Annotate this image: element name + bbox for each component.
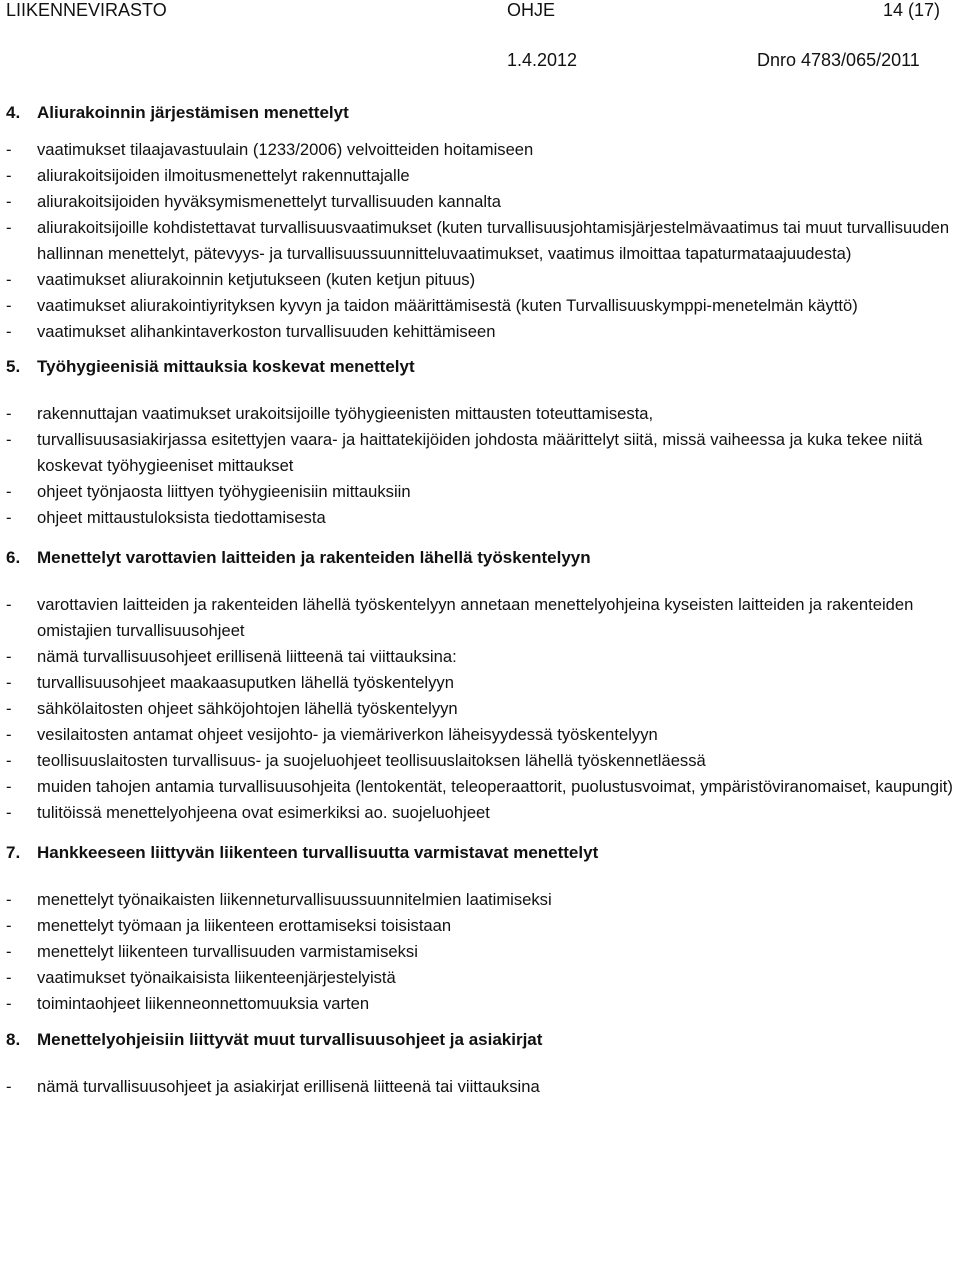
section-heading bbox=[6, 546, 954, 570]
list-item bbox=[6, 319, 954, 345]
dash-bullet: - bbox=[6, 595, 12, 614]
list-item-text: vesilaitosten antamat ohjeet vesijohto- ja viemäriverkon läheisyydessä työskentelyyn bbox=[37, 725, 658, 744]
list-item-text: vaatimukset työnaikaisista liikenteenjärjestelyistä bbox=[37, 968, 396, 987]
header-organization: LIIKENNEVIRASTO bbox=[6, 0, 167, 20]
dash-bullet: - bbox=[6, 322, 12, 341]
section-heading bbox=[6, 101, 954, 125]
list-item-text: menettelyt työmaan ja liikenteen erottamiseksi toisistaan bbox=[37, 916, 452, 935]
section-number: 4. bbox=[6, 103, 21, 122]
dash-bullet: - bbox=[6, 270, 12, 289]
section-number: 5. bbox=[6, 357, 21, 376]
list-item-text: vaatimukset aliurakointiyrityksen kyvyn ja taidon määrittämisestä (kuten Turvallisuuskymppi-menetelmän käyttö) bbox=[37, 296, 858, 315]
list-item-text: aliurakoitsijoiden hyväksymismenettelyt turvallisuuden kannalta bbox=[37, 192, 501, 211]
dash-bullet: - bbox=[6, 296, 12, 315]
list-item-text: aliurakoitsijoille kohdistettavat turvallisuusvaatimukset (kuten turvallisuusjohtamisjärjestelmävaatimus tai muut turvallisuuden hallinnan menettelyt, pätevyys- ja turvallisuussuunnitteluvaatimukset, vaatimus ilmoittaa tapaturmataajuudesta) bbox=[37, 218, 950, 263]
list-item bbox=[6, 748, 954, 774]
list-item-text: menettelyt työnaikaisten liikenneturvallisuussuunnitelmien laatimiseksi bbox=[37, 890, 552, 909]
list-item bbox=[6, 163, 954, 189]
list-item-text: aliurakoitsijoiden ilmoitusmenettelyt rakennuttajalle bbox=[37, 166, 410, 185]
section bbox=[6, 546, 954, 826]
list-item bbox=[6, 670, 954, 696]
list-item bbox=[6, 137, 954, 163]
section-list bbox=[6, 137, 954, 345]
section bbox=[6, 841, 954, 1017]
dash-bullet: - bbox=[6, 647, 12, 666]
section-heading bbox=[6, 1028, 954, 1052]
list-item-text: ohjeet työnjaosta liittyen työhygieenisiin mittauksiin bbox=[37, 482, 411, 501]
section bbox=[6, 1028, 954, 1100]
list-item bbox=[6, 427, 954, 479]
section-heading bbox=[6, 355, 954, 379]
dash-bullet: - bbox=[6, 725, 12, 744]
list-item bbox=[6, 913, 954, 939]
list-item bbox=[6, 293, 954, 319]
section-number: 6. bbox=[6, 548, 21, 567]
dash-bullet: - bbox=[6, 482, 12, 501]
list-item bbox=[6, 401, 954, 427]
list-item bbox=[6, 887, 954, 913]
list-item-text: nämä turvallisuusohjeet erillisenä liitteenä tai viittauksina: bbox=[37, 647, 457, 666]
list-item-text: vaatimukset aliurakoinnin ketjutukseen (kuten ketjun pituus) bbox=[37, 270, 476, 289]
dash-bullet: - bbox=[6, 942, 12, 961]
list-item bbox=[6, 991, 954, 1017]
list-item bbox=[6, 189, 954, 215]
section-title: Aliurakoinnin järjestämisen menettelyt bbox=[37, 103, 349, 122]
header-page-number: 14 (17) bbox=[883, 0, 941, 20]
dash-bullet: - bbox=[6, 803, 12, 822]
header-document-type: OHJE bbox=[507, 0, 556, 20]
list-item-text: varottavien laitteiden ja rakenteiden lähellä työskentelyyn annetaan menettelyohjeina kyseisten laitteiden ja rakenteiden omistajien turvallisuusohjeet bbox=[37, 595, 914, 640]
section-title: Hankkeeseen liittyvän liikenteen turvallisuutta varmistavat menettelyt bbox=[37, 843, 599, 862]
section-title: Menettelyohjeisiin liittyvät muut turvallisuusohjeet ja asiakirjat bbox=[37, 1030, 543, 1049]
list-item-text: toimintaohjeet liikenneonnettomuuksia varten bbox=[37, 994, 370, 1013]
list-item-text: ohjeet mittaustuloksista tiedottamisesta bbox=[37, 508, 326, 527]
dash-bullet: - bbox=[6, 916, 12, 935]
section-list bbox=[6, 887, 954, 1017]
dash-bullet: - bbox=[6, 751, 12, 770]
list-item bbox=[6, 774, 954, 800]
section bbox=[6, 101, 954, 345]
header-date: 1.4.2012 bbox=[507, 50, 578, 70]
section-list bbox=[6, 592, 954, 826]
list-item-text: teollisuuslaitosten turvallisuus- ja suojeluohjeet teollisuuslaitoksen lähellä työskennetläessä bbox=[37, 751, 706, 770]
list-item bbox=[6, 939, 954, 965]
dash-bullet: - bbox=[6, 777, 12, 796]
list-item bbox=[6, 696, 954, 722]
header-record-number: Dnro 4783/065/2011 bbox=[757, 50, 920, 70]
dash-bullet: - bbox=[6, 404, 12, 423]
list-item bbox=[6, 1074, 954, 1100]
dash-bullet: - bbox=[6, 430, 12, 449]
section-heading bbox=[6, 841, 954, 865]
dash-bullet: - bbox=[6, 1077, 12, 1096]
dash-bullet: - bbox=[6, 890, 12, 909]
list-item bbox=[6, 800, 954, 826]
dash-bullet: - bbox=[6, 218, 12, 237]
list-item-text: vaatimukset alihankintaverkoston turvallisuuden kehittämiseen bbox=[37, 322, 496, 341]
list-item bbox=[6, 644, 954, 670]
dash-bullet: - bbox=[6, 968, 12, 987]
dash-bullet: - bbox=[6, 994, 12, 1013]
list-item-text: nämä turvallisuusohjeet ja asiakirjat erillisenä liitteenä tai viittauksina bbox=[37, 1077, 540, 1096]
section-number: 7. bbox=[6, 843, 21, 862]
dash-bullet: - bbox=[6, 166, 12, 185]
dash-bullet: - bbox=[6, 192, 12, 211]
section-list bbox=[6, 401, 954, 531]
list-item-text: menettelyt liikenteen turvallisuuden varmistamiseksi bbox=[37, 942, 418, 961]
list-item bbox=[6, 267, 954, 293]
section-title: Menettelyt varottavien laitteiden ja rakenteiden lähellä työskentelyyn bbox=[37, 548, 591, 567]
section-title: Työhygieenisiä mittauksia koskevat menettelyt bbox=[37, 357, 415, 376]
list-item bbox=[6, 722, 954, 748]
document-body bbox=[6, 101, 954, 1100]
dash-bullet: - bbox=[6, 508, 12, 527]
list-item-text: rakennuttajan vaatimukset urakoitsijoille työhygieenisten mittausten toteuttamisesta, bbox=[37, 404, 654, 423]
list-item bbox=[6, 592, 954, 644]
section bbox=[6, 355, 954, 531]
list-item bbox=[6, 505, 954, 531]
dash-bullet: - bbox=[6, 673, 12, 692]
list-item-text: turvallisuusasiakirjassa esitettyjen vaara- ja haittatekijöiden johdosta määrittelyt siitä, missä vaiheessa ja kuka tekee niitä koskevat työhygieeniset mittaukset bbox=[37, 430, 923, 475]
section-number: 8. bbox=[6, 1030, 21, 1049]
list-item-text: muiden tahojen antamia turvallisuusohjeita (lentokentät, teleoperaattorit, puolustusvoimat, ympäristöviranomaiset, kaupungit) bbox=[37, 777, 953, 796]
list-item-text: vaatimukset tilaajavastuulain (1233/2006) velvoitteiden hoitamiseen bbox=[37, 140, 534, 159]
section-list bbox=[6, 1074, 954, 1100]
list-item-text: turvallisuusohjeet maakaasuputken lähellä työskentelyyn bbox=[37, 673, 454, 692]
dash-bullet: - bbox=[6, 699, 12, 718]
list-item-text: tulitöissä menettelyohjeena ovat esimerkiksi ao. suojeluohjeet bbox=[37, 803, 490, 822]
list-item bbox=[6, 479, 954, 505]
list-item-text: sähkölaitosten ohjeet sähköjohtojen lähellä työskentelyyn bbox=[37, 699, 458, 718]
dash-bullet: - bbox=[6, 140, 12, 159]
list-item bbox=[6, 215, 954, 267]
list-item bbox=[6, 965, 954, 991]
